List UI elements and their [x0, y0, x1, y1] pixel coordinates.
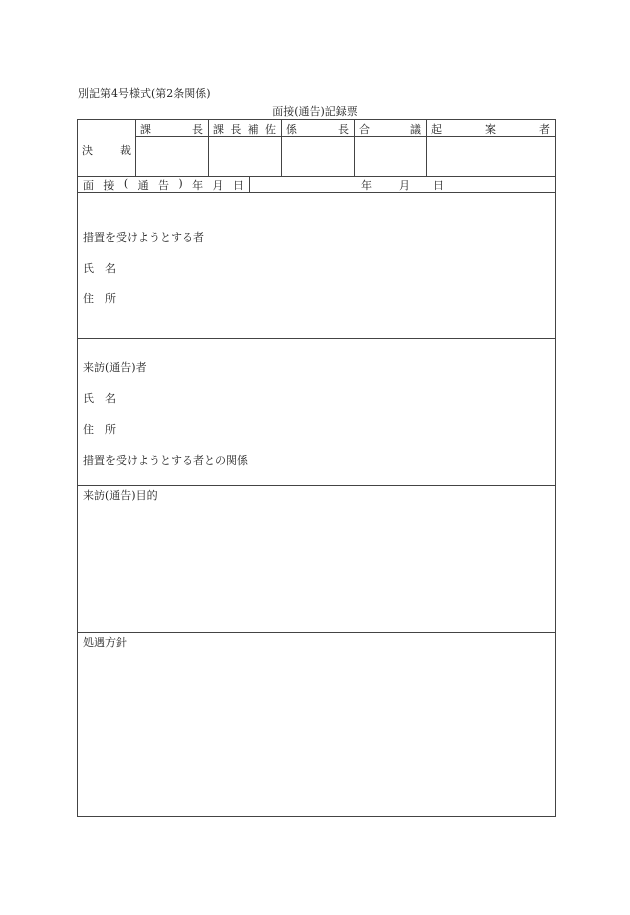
stamp-cell-section-chief[interactable] [136, 137, 208, 176]
stamp-cell-consultation[interactable] [355, 137, 426, 176]
visitor-section[interactable] [78, 339, 556, 485]
target-person-heading: 措置を受けようとする者 [83, 231, 204, 244]
approval-col-subsection-chief: 係 長 [286, 123, 349, 136]
form-title: 面接(通告)記録票 [272, 105, 358, 118]
treatment-policy-section[interactable] [78, 633, 556, 816]
approval-col-consultation: 合 議 [359, 123, 421, 136]
target-person-address-label: 住 所 [83, 292, 116, 305]
stamp-cell-subsection-chief[interactable] [282, 137, 354, 176]
form-reference: 別記第4号様式(第2条関係) [78, 87, 211, 100]
visitor-address-label: 住 所 [83, 423, 116, 436]
approval-col-section-chief: 課 長 [140, 123, 203, 136]
visit-purpose-section[interactable] [78, 486, 556, 632]
approval-col-drafter: 起 案 者 [431, 123, 550, 136]
visitor-relation-label: 措置を受けようとする者との関係 [83, 454, 248, 467]
date-day-label: 日 [433, 179, 444, 192]
visit-purpose-heading: 来訪(通告)目的 [83, 489, 158, 502]
stamp-cell-assistant-chief[interactable] [209, 137, 281, 176]
target-person-name-label: 氏 名 [83, 262, 116, 275]
treatment-policy-heading: 処遇方針 [83, 636, 127, 649]
date-month-label: 月 [399, 179, 410, 192]
approval-col-assistant-chief: 課 長 補 佐 [213, 123, 276, 136]
visitor-heading: 来訪(通告)者 [83, 361, 147, 374]
approval-row-label: 決 裁 [82, 144, 131, 157]
interview-date-label: 面 接 ( 通 告 ) 年 月 日 [83, 177, 244, 192]
visitor-name-label: 氏 名 [83, 392, 116, 405]
date-year-label: 年 [361, 179, 372, 192]
target-person-section[interactable] [78, 193, 556, 338]
record-form [77, 119, 556, 817]
stamp-cell-drafter[interactable] [427, 137, 555, 176]
